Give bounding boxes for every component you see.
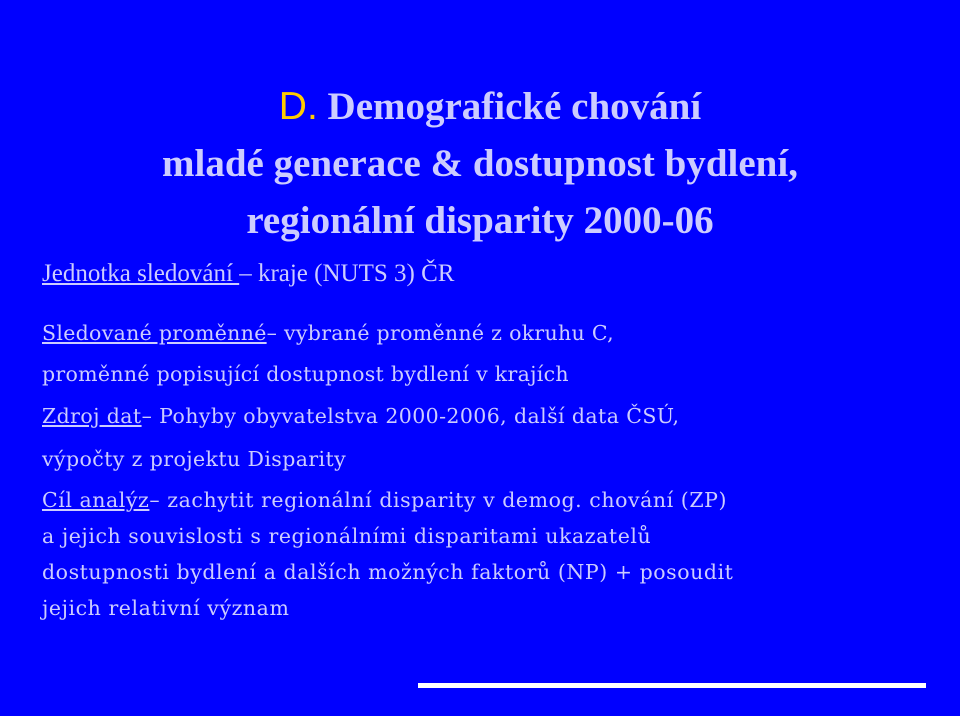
source-dash: – (141, 404, 153, 428)
unit-text: kraje (NUTS 3) ČR (251, 260, 455, 287)
goal-text-1: zachytit regionální disparity v demog. chování (ZP) (160, 488, 728, 512)
title-line-2: mladé generace & dostupnost bydlení, (162, 142, 798, 185)
source-row-2: výpočty z projektu Disparity (42, 447, 347, 471)
title-letter: D. (278, 85, 318, 128)
slide-title (0, 78, 960, 249)
source-row-1 (42, 395, 679, 438)
goal-item (42, 482, 733, 626)
goal-dash: – (149, 488, 161, 512)
variables-item (42, 313, 614, 395)
unit-dash: – (239, 260, 252, 287)
variables-row-1 (42, 313, 614, 354)
unit-item (42, 260, 454, 288)
goal-row-2: a jejich souvislosti s regionálními disparitami ukazatelů (42, 524, 652, 548)
goal-row-3: dostupnosti bydlení a dalších možných faktorů (NP) + posoudit (42, 560, 734, 584)
variables-label: Sledované proměnné (42, 321, 267, 345)
source-item (42, 395, 679, 481)
title-line-1 (0, 78, 960, 135)
unit-label: Jednotka sledování (42, 260, 240, 287)
variables-dash: – (266, 321, 278, 345)
goal-row-4: jejich relativní význam (42, 596, 290, 620)
source-label: Zdroj dat (42, 404, 142, 428)
source-text-1: Pohyby obyvatelstva 2000-2006, další data ČSÚ, (152, 404, 680, 428)
variables-row-2: proměnné popisující dostupnost bydlení v krajích (42, 362, 569, 386)
goal-row-1 (42, 482, 733, 518)
title-line-3: regionální disparity 2000-06 (246, 199, 714, 242)
title-line-1-text: Demografické chování (327, 85, 702, 128)
goal-label: Cíl analýz (42, 488, 150, 512)
footer-rule (418, 683, 926, 688)
variables-text-1: vybrané proměnné z okruhu C, (277, 321, 614, 345)
